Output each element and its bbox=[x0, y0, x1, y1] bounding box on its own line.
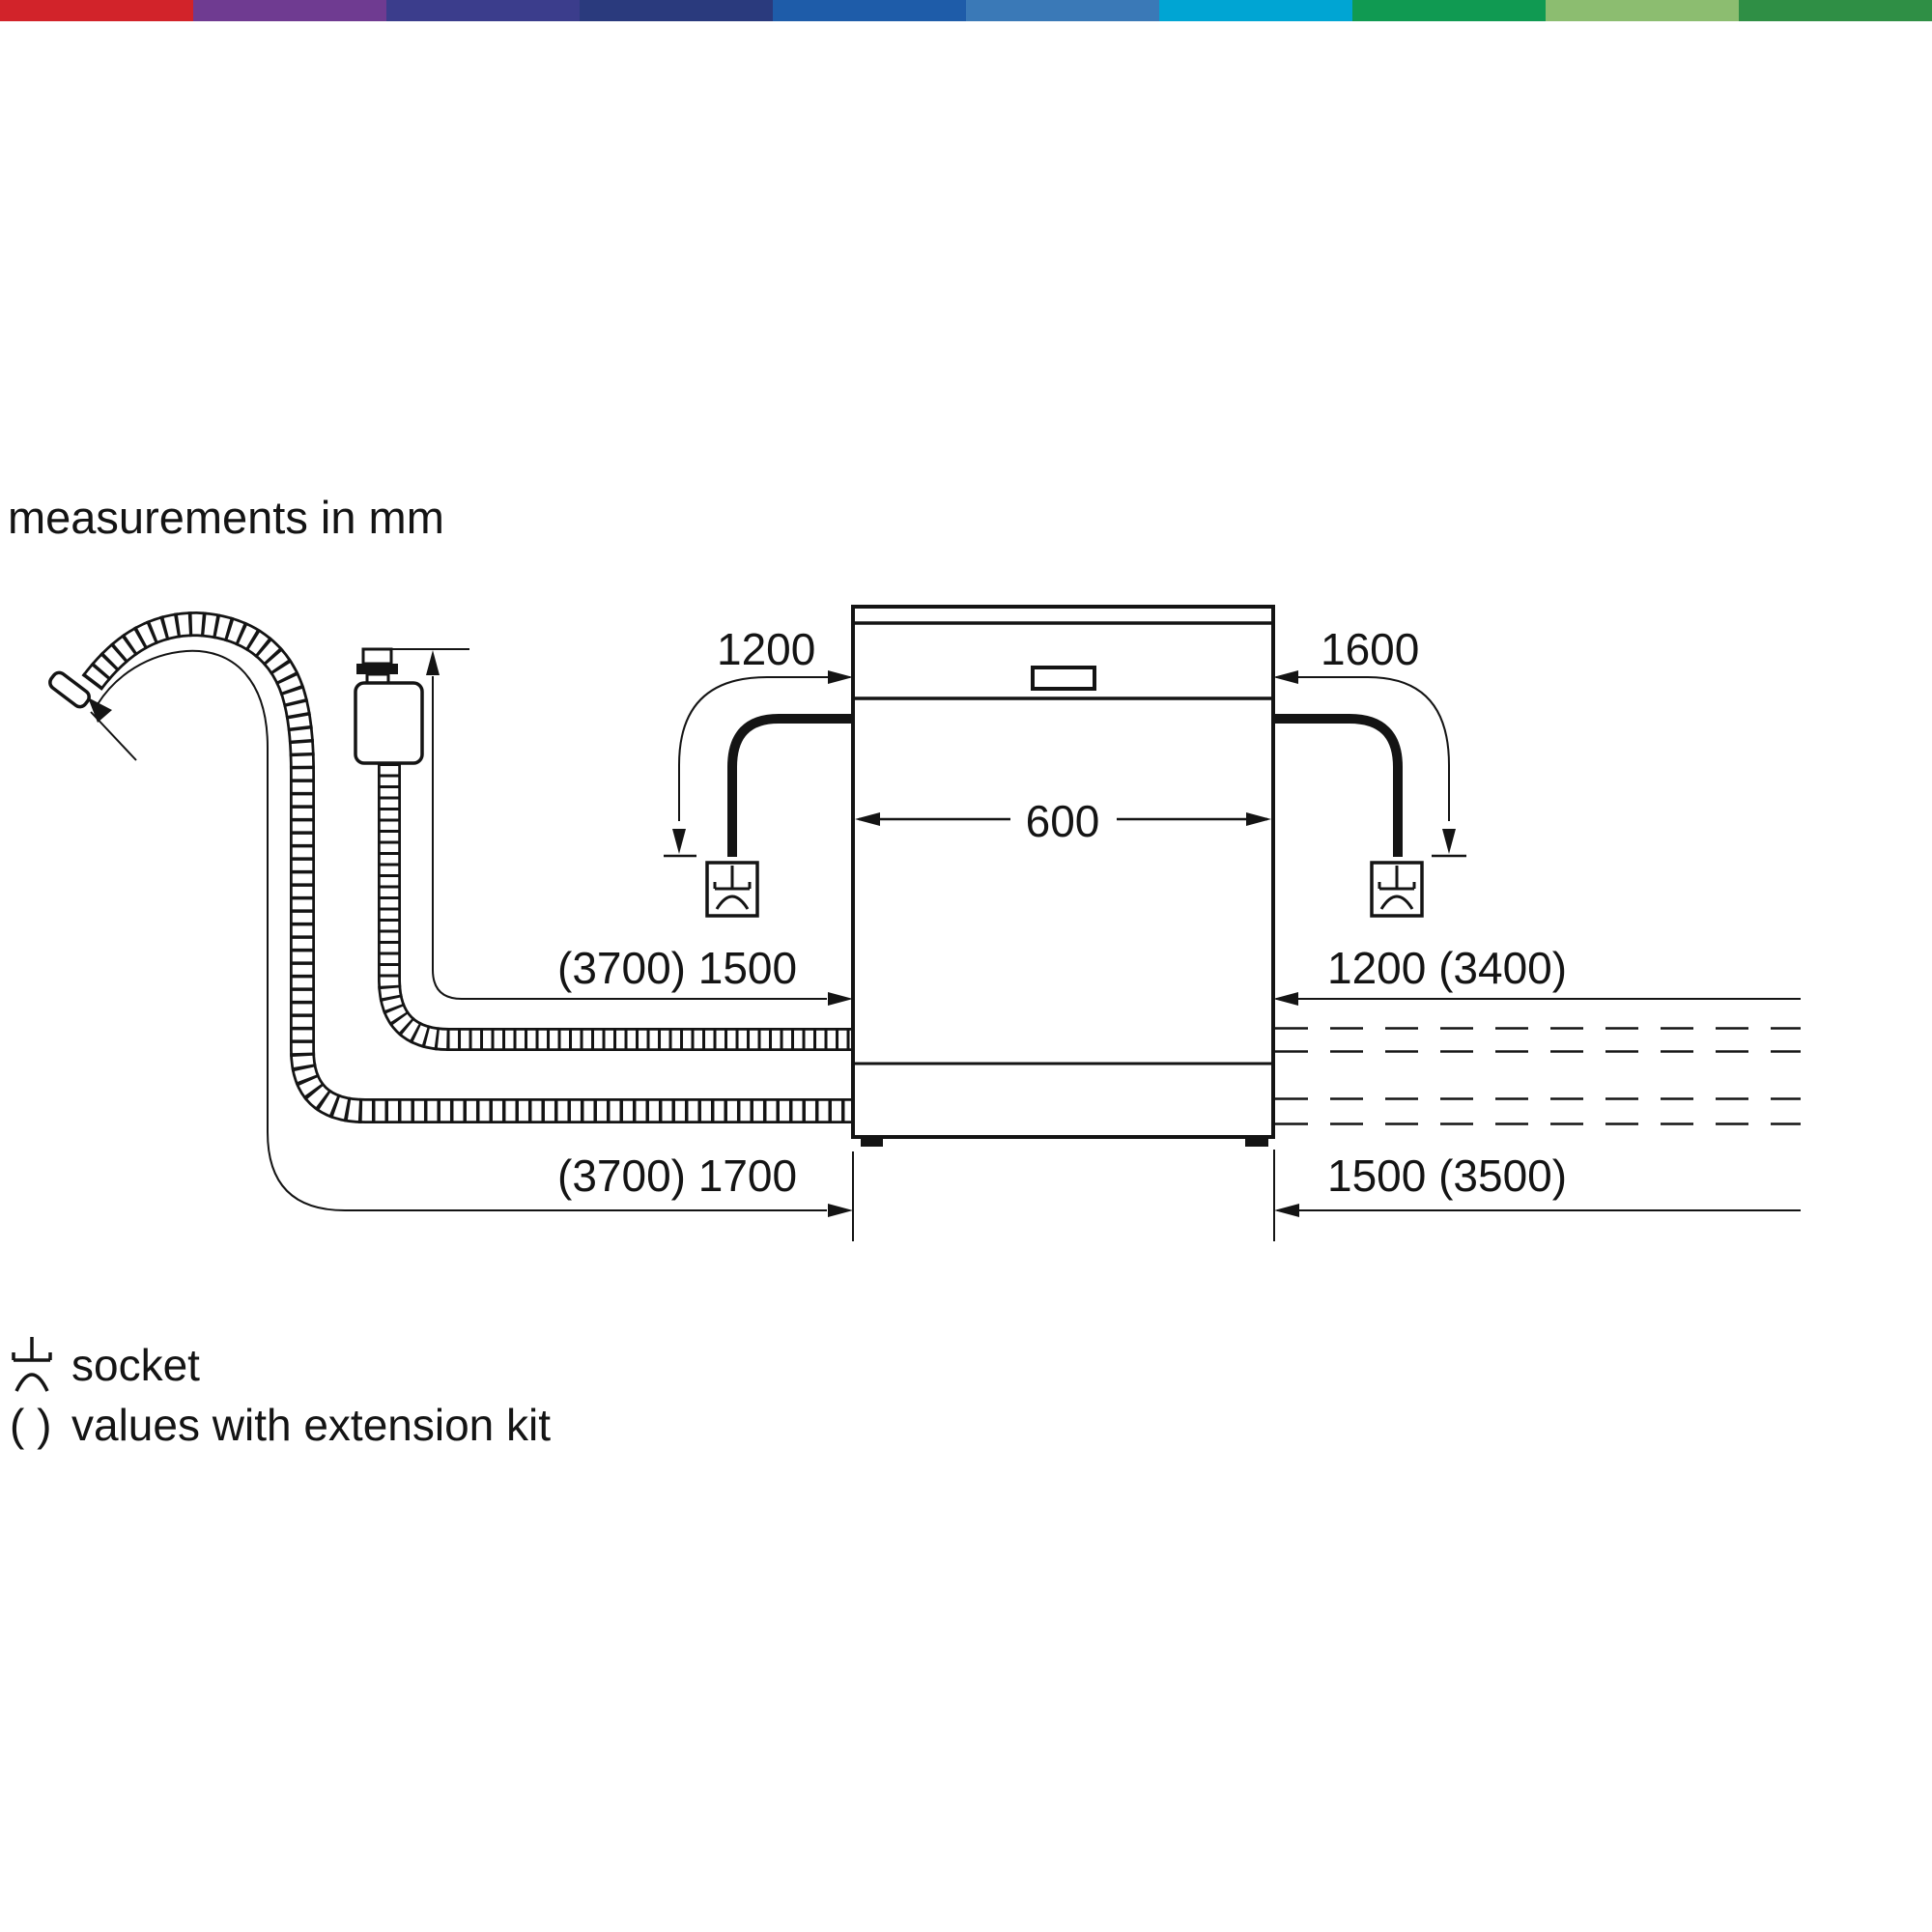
right-socket-dimension bbox=[1273, 670, 1466, 856]
dim-label-left-socket: 1200 bbox=[717, 624, 816, 674]
hose-continuation-dashes bbox=[1275, 1029, 1801, 1124]
dim-label-right-cord: 1200 (3400) bbox=[1327, 943, 1568, 993]
measurements-note: measurements in mm bbox=[8, 492, 444, 543]
aquastop-valve bbox=[355, 649, 422, 763]
socket-box-right bbox=[1372, 863, 1422, 916]
right-cord-dimension bbox=[1273, 992, 1801, 1006]
valve-body bbox=[355, 683, 422, 763]
legend-parentheses-label: values with extension kit bbox=[71, 1400, 552, 1450]
dishwasher-outline bbox=[853, 607, 1273, 1147]
dim-label-supply-length: (3700) 1500 bbox=[557, 943, 798, 993]
dim-label-right-socket: 1600 bbox=[1321, 624, 1420, 674]
dim-label-right-drain: 1500 (3500) bbox=[1327, 1151, 1568, 1201]
dim-label-width: 600 bbox=[1025, 796, 1100, 846]
foot-left bbox=[861, 1137, 883, 1147]
valve-flange bbox=[356, 664, 398, 674]
right-drain-dimension bbox=[1274, 1204, 1801, 1217]
power-cable-right bbox=[1273, 719, 1398, 857]
legend-parentheses: ( ) bbox=[10, 1400, 52, 1450]
foot-right bbox=[1245, 1137, 1268, 1147]
door-handle bbox=[1033, 668, 1094, 689]
legend-socket-icon bbox=[14, 1337, 50, 1391]
socket-box-left bbox=[707, 863, 757, 916]
legend-socket-label: socket bbox=[71, 1340, 200, 1390]
valve-cap bbox=[363, 649, 391, 664]
power-cable-left bbox=[732, 719, 853, 857]
left-socket-dimension bbox=[664, 670, 853, 856]
dim-label-drain-length: (3700) 1700 bbox=[557, 1151, 798, 1201]
